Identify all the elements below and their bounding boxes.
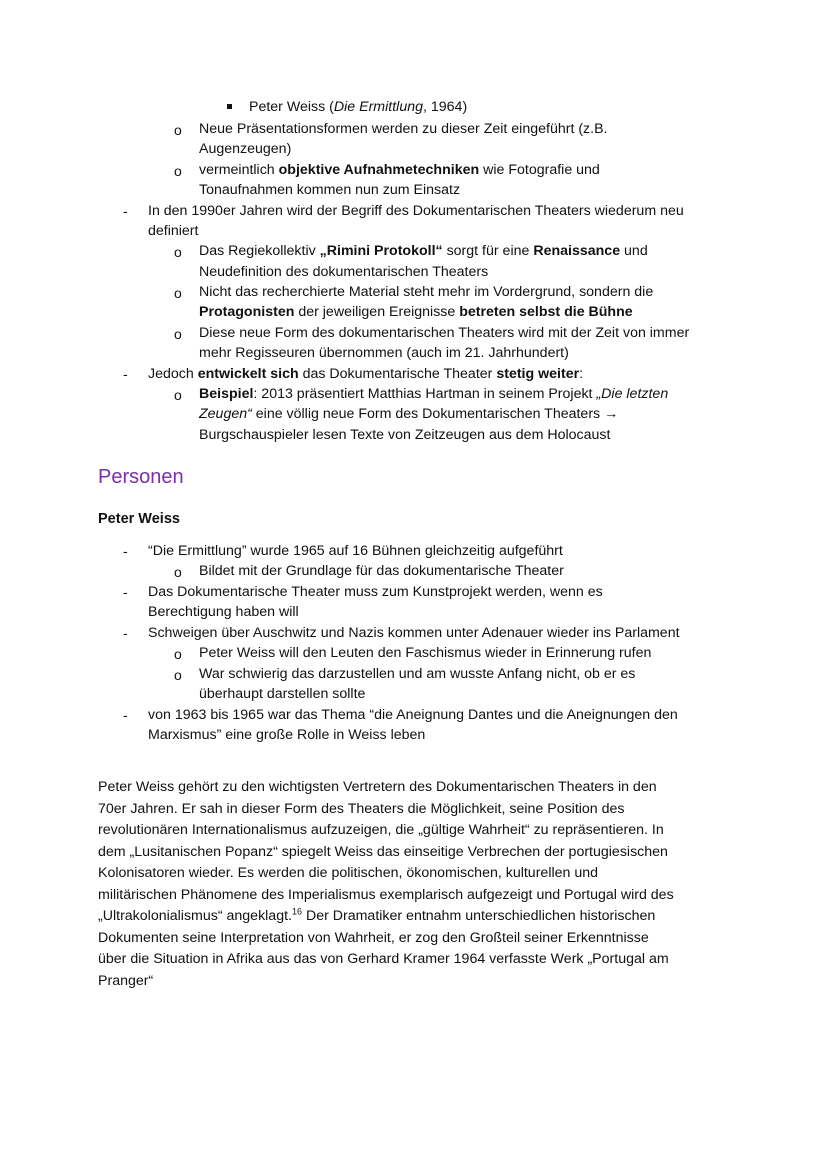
paragraph-line: militärischen Phänomene des Imperialismus exemplarisch aufgezeigt und Portugal wird des — [98, 886, 674, 903]
list-item: Bildet mit der Grundlage für das dokumentarische Theater — [199, 563, 564, 579]
paragraph-line: Peter Weiss gehört zu den wichtigsten Vertretern des Dokumentarischen Theaters in den — [98, 779, 657, 795]
paragraph-line: Pranger“ — [98, 972, 154, 989]
paragraph-line: über die Situation in Afrika aus das von Gerhard Kramer 1964 verfasste Werk „Portugal am — [98, 951, 669, 967]
list-item-cont: mehr Regisseuren übernommen (auch im 21. Jahrhundert) — [199, 345, 569, 361]
list-item: Jedoch entwickelt sich das Dokumentarische Theater stetig weiter: — [148, 366, 584, 382]
paragraph-line: „Ultrakolonialismus“ angeklagt.$^{16}$ Der Dramatiker entnahm unterschiedlichen historischen — [98, 906, 656, 924]
subheading: Peter Weiss — [98, 511, 180, 527]
dash-bullet-icon: - — [123, 366, 128, 382]
list-item: vermeintlich objektive Aufnahmetechniken wie Fotografie und — [199, 162, 600, 178]
circle-bullet-icon: o — [174, 285, 182, 301]
paragraph-line: 70er Jahren. Er sah in dieser Form des Theaters die Möglichkeit, seine Position des — [98, 800, 625, 817]
paragraph-line: Kolonisatoren wieder. Es werden die politischen, ökonomischen, kulturellen und — [98, 865, 599, 881]
list-item-cont: Augenzeugen) — [199, 141, 292, 157]
list-item: Das Regiekollektiv „Rimini Protokoll“ sorgt für eine Renaissance und — [199, 243, 648, 259]
paragraph-line: dem „Lusitanischen Popanz“ spiegelt Weiss das einseitige Verbrechen der portugiesischen — [98, 843, 668, 860]
list-item-cont: überhaupt darstellen sollte — [199, 686, 366, 702]
paragraph-line: Dokumenten seine Interpretation von Wahrheit, er zog den Großteil seiner Erkenntnisse — [98, 929, 649, 946]
circle-bullet-icon: o — [174, 387, 182, 403]
list-item: Peter Weiss will den Leuten den Faschismus wieder in Erinnerung rufen — [199, 645, 652, 661]
body-paragraph — [98, 777, 738, 992]
list-item: Diese neue Form des dokumentarischen Theaters wird mit der Zeit von immer — [199, 325, 690, 341]
list-item-cont: Burgschauspieler lesen Texte von Zeitzeugen aus dem Holocaust — [199, 427, 611, 443]
list-item: Neue Präsentationsformen werden zu dieser Zeit eingeführt (z.B. — [199, 121, 608, 137]
list-item: Beispiel: 2013 präsentiert Matthias Hartman in seinem Projekt „Die letzten — [199, 386, 669, 402]
list-item-cont: Tonaufnahmen kommen nun zum Einsatz — [199, 182, 461, 198]
list-item-cont: definiert — [148, 223, 199, 239]
dash-bullet-icon: - — [123, 584, 128, 600]
dash-bullet-icon: - — [123, 707, 128, 723]
list-item-cont: Zeugen“ eine völlig neue Form des Dokumentarischen Theaters → — [199, 406, 619, 422]
list-item: Schweigen über Auschwitz und Nazis kommen unter Adenauer wieder ins Parlament — [148, 625, 680, 641]
list-item-cont: Neudefinition des dokumentarischen Theaters — [199, 264, 489, 280]
dash-bullet-icon: - — [123, 625, 128, 641]
dash-bullet-icon: - — [123, 543, 128, 559]
list-item-cont: Marxismus” eine große Rolle in Weiss leben — [148, 727, 426, 743]
list-item: Nicht das recherchierte Material steht mehr im Vordergrund, sondern die — [199, 284, 654, 300]
circle-bullet-icon: o — [174, 163, 182, 179]
list-item: von 1963 bis 1965 war das Thema “die Aneignung Dantes und die Aneignungen den — [148, 707, 678, 723]
circle-bullet-icon: o — [174, 646, 182, 662]
circle-bullet-icon: o — [174, 244, 182, 260]
list-item: Das Dokumentarische Theater muss zum Kunstprojekt werden, wenn es — [148, 584, 603, 600]
dash-bullet-icon: - — [123, 203, 128, 219]
circle-bullet-icon: o — [174, 564, 182, 580]
section-heading: Personen — [98, 466, 184, 488]
list-item: “Die Ermittlung” wurde 1965 auf 16 Bühnen gleichzeitig aufgeführt — [148, 543, 563, 559]
circle-bullet-icon: o — [174, 667, 182, 683]
list-item: Peter Weiss (Die Ermittlung, 1964) — [249, 99, 468, 115]
paragraph-line: revolutionären Internationalismus aufzuzeigen, die „gültige Wahrheit“ zu repräsentieren. In — [98, 822, 664, 838]
list-item-cont: Berechtigung haben will — [148, 604, 299, 620]
list-item-cont: Protagonisten der jeweiligen Ereignisse betreten selbst die Bühne — [199, 304, 633, 320]
footnote-marker: 16 — [291, 906, 302, 917]
circle-bullet-icon: o — [174, 326, 182, 342]
circle-bullet-icon: o — [174, 122, 182, 138]
square-bullet-icon — [227, 104, 232, 109]
list-item: War schwierig das darzustellen und am wusste Anfang nicht, ob er es — [199, 666, 636, 682]
list-item: In den 1990er Jahren wird der Begriff des Dokumentarischen Theaters wiederum neu — [148, 203, 684, 219]
